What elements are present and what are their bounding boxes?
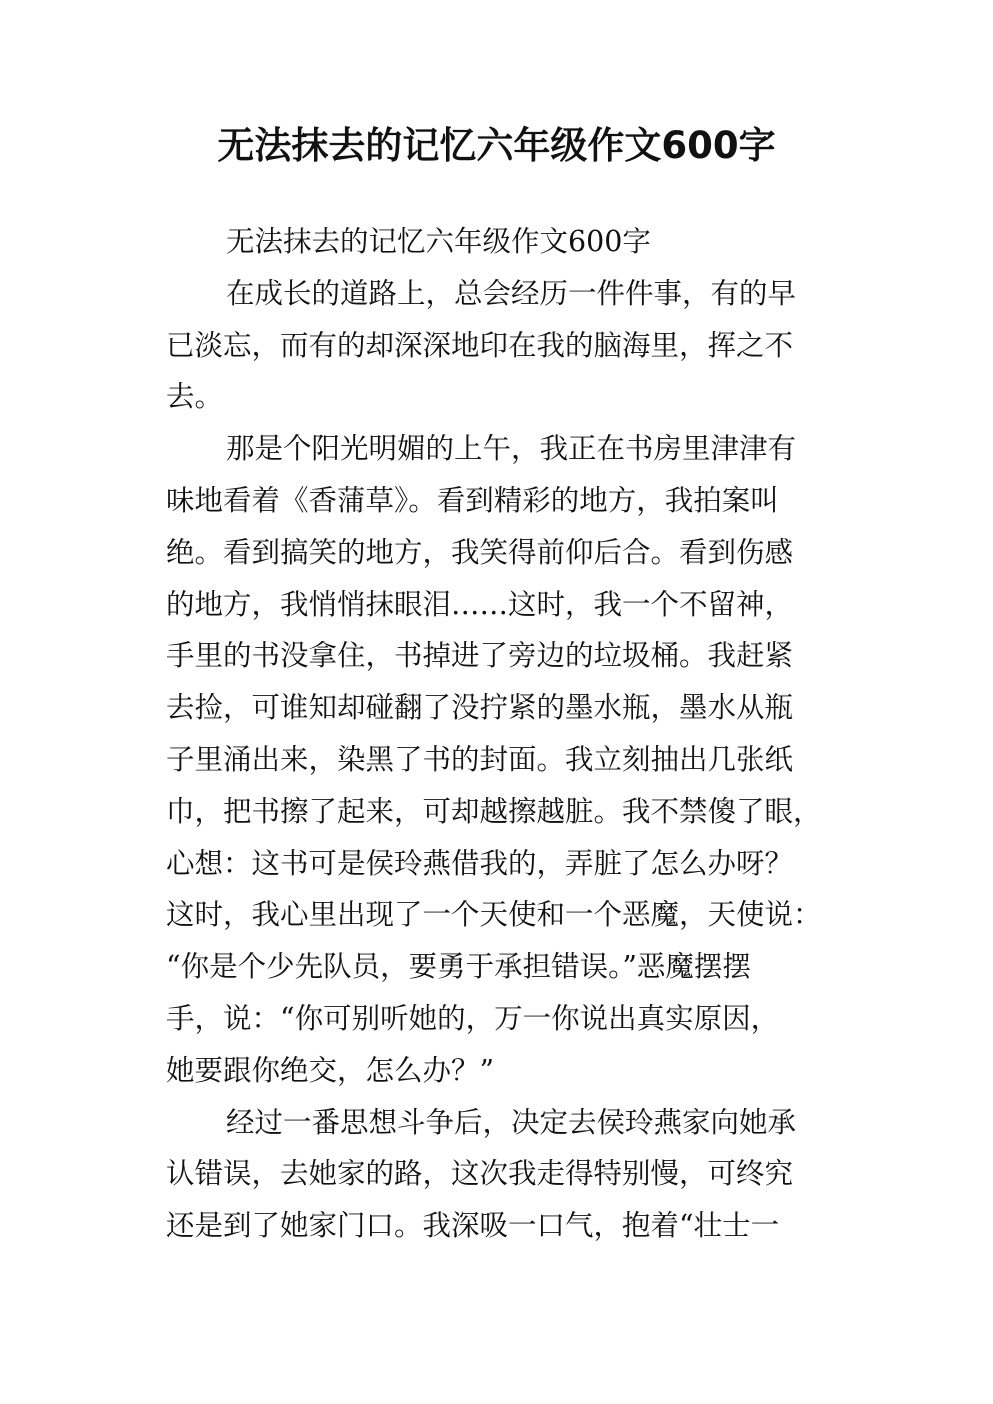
body-line: “你是个少先队员，要勇于承担错误。”恶魔摆摆 bbox=[166, 950, 751, 984]
document-title: 无法抹去的记忆六年级作文600字 bbox=[217, 124, 776, 167]
body-line: 巾，把书擦了起来，可却越擦越脏。我不禁傻了眼， bbox=[166, 794, 822, 828]
body-line: 还是到了她家门口。我深吸一口气，抱着“壮士一 bbox=[166, 1209, 780, 1243]
document-body bbox=[166, 216, 842, 1252]
body-line: 在成长的道路上，总会经历一件件事，有的早 bbox=[226, 276, 797, 310]
body-line: 她要跟你绝交，怎么办？” bbox=[166, 1053, 495, 1087]
body-line: 子里涌出来，染黑了书的封面。我立刻抽出几张纸 bbox=[166, 742, 794, 776]
body-line: 认错误，去她家的路，这次我走得特别慢，可终究 bbox=[166, 1157, 794, 1191]
body-line: 经过一番思想斗争后，决定去侯玲燕家向她承 bbox=[226, 1105, 797, 1139]
body-line: 绝。看到搞笑的地方，我笑得前仰后合。看到伤感 bbox=[166, 535, 794, 569]
body-line: 手里的书没拿住，书掉进了旁边的垃圾桶。我赶紧 bbox=[166, 639, 794, 673]
body-line: 已淡忘，而有的却深深地印在我的脑海里，挥之不 bbox=[166, 328, 794, 362]
body-line: 的地方，我悄悄抹眼泪……这时，我一个不留神， bbox=[166, 587, 794, 621]
body-line: 去。 bbox=[166, 380, 224, 414]
body-line: 这时，我心里出现了一个天使和一个恶魔，天使说： bbox=[166, 898, 822, 932]
body-line: 那是个阳光明媚的上午，我正在书房里津津有 bbox=[226, 432, 797, 466]
body-line: 味地看着《香蒲草》。看到精彩的地方，我拍案叫 bbox=[166, 483, 779, 517]
body-line: 去捡，可谁知却碰翻了没拧紧的墨水瓶，墨水从瓶 bbox=[166, 691, 794, 725]
body-line: 心想：这书可是侯玲燕借我的，弄脏了怎么办呀？ bbox=[166, 846, 794, 880]
body-line: 手，说：“你可别听她的，万一你说出真实原因， bbox=[166, 1001, 780, 1035]
body-line: 无法抹去的记忆六年级作文600字 bbox=[226, 225, 651, 258]
